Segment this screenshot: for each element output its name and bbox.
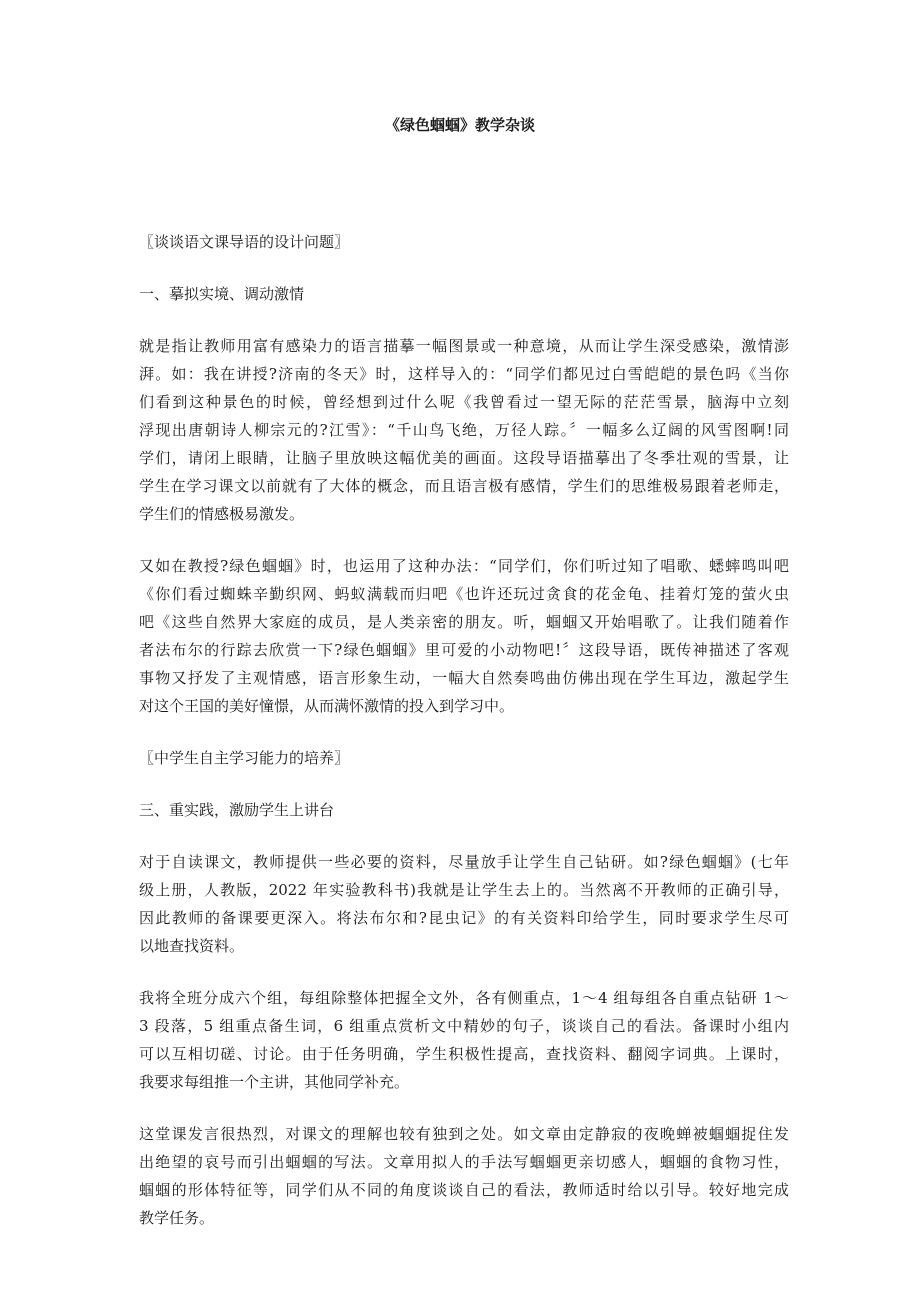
paragraph-line: 对这个王国的美好憧憬，从而满怀激情的投入到学习中。	[139, 697, 515, 715]
paragraph	[139, 552, 789, 720]
paragraph-line: 可以互相切磋、讨论。由于任务明确，学生积极性提高，查找资料、翻阅字词典。上课时，	[139, 1045, 789, 1063]
paragraph-line: 学生在学习课文以前就有了大体的概念，而且语言极有感情，学生们的思维极易跟着老师走，	[139, 477, 789, 495]
paragraph-line: 学们，请闭上眼睛，让脑子里放映这幅优美的画面。这段导语描摹出了冬季壮观的雪景，让	[139, 449, 789, 467]
paragraph	[139, 1120, 789, 1232]
paragraph-line: 《你们看过蜘蛛辛勤织网、蚂蚁满载而归吧《也许还玩过贪食的花金龟、挂着灯笼的萤火虫	[139, 585, 789, 603]
paragraph-line: 对于自读课文，教师提供一些必要的资料，尽量放手让学生自己钻研。如?绿色蝈蝈》(七年	[139, 853, 789, 871]
section-heading: 一、摹拟实境、调动激情	[139, 285, 305, 303]
paragraph-line: 吧《这些自然界大家庭的成员，是人类亲密的朋友。听，蝈蝈又开始唱歌了。让我们随着作	[139, 613, 789, 631]
paragraph-line: 因此教师的备课要更深入。将法布尔和?昆虫记》的有关资料印给学生，同时要求学生尽可	[139, 909, 789, 927]
paragraph-line: 者法布尔的行踪去欣赏一下?绿色蝈蝈》里可爱的小动物吧!〞这段导语，既传神描述了客观	[139, 641, 789, 659]
paragraph	[139, 332, 789, 528]
paragraph	[139, 848, 789, 960]
paragraph-line: 3 段落，5 组重点备生词，6 组重点赏析文中精妙的句子，谈谈自己的看法。备课时小组内	[139, 1017, 789, 1035]
paragraph	[139, 984, 789, 1096]
paragraph-line: 蝈蝈的形体特征等，同学们从不同的角度谈谈自己的看法，教师适时给以引导。较好地完成	[139, 1181, 789, 1199]
document-body	[139, 228, 789, 1256]
paragraph-line: 出绝望的哀号而引出蝈蝈的写法。文章用拟人的手法写蝈蝈更亲切感人，蝈蝈的食物习性，	[139, 1153, 789, 1171]
paragraph-line: 以地查找资料。	[139, 937, 245, 955]
paragraph-line: 就是指让教师用富有感染力的语言描摹一幅图景或一种意境，从而让学生深受感染，激情澎	[139, 337, 789, 355]
paragraph-line: 级上册，人教版，2022 年实验教科书)我就是让学生去上的。当然离不开教师的正确引导，	[139, 881, 789, 899]
section-heading: 〖中学生自主学习能力的培养〗	[139, 749, 350, 767]
paragraph-line: 我要求每组推一个主讲，其他同学补充。	[139, 1073, 410, 1091]
document-title: 《绿色蝈蝈》教学杂谈	[384, 116, 535, 134]
paragraph-line: 浮现出唐朝诗人柳宗元的?江雪》：“千山鸟飞绝，万径人踪。〞一幅多么辽阔的风雪图啊!同	[139, 421, 789, 439]
paragraph-line: 这堂课发言很热烈，对课文的理解也较有独到之处。如文章由定静寂的夜晚蝉被蝈蝈捉住发	[139, 1125, 789, 1143]
paragraph-line: 又如在教授?绿色蝈蝈》时，也运用了这种办法：“同学们，你们听过知了唱歌、蟋蟀鸣叫吧	[139, 557, 789, 575]
section-heading: 〖谈谈语文课导语的设计问题〗	[139, 233, 350, 251]
section-heading: 三、重实践，激励学生上讲台	[139, 801, 335, 819]
paragraph-line: 学生们的情感极易激发。	[139, 505, 305, 523]
paragraph-line: 我将全班分成六个组，每组除整体把握全文外，各有侧重点，1～4 组每组各自重点钻研 1～	[139, 989, 789, 1007]
paragraph-line: 教学任务。	[139, 1209, 215, 1227]
paragraph-line: 们看到这种景色的时候，曾经想到过什么呢《我曾看过一望无际的茫茫雪景，脑海中立刻	[139, 393, 789, 411]
paragraph-line: 湃。如：我在讲授?济南的冬天》时，这样导入的：“同学们都见过白雪皑皑的景色吗《当你	[139, 365, 789, 383]
paragraph-line: 事物又抒发了主观情感，语言形象生动，一幅大自然奏鸣曲仿佛出现在学生耳边，激起学生	[139, 669, 789, 687]
